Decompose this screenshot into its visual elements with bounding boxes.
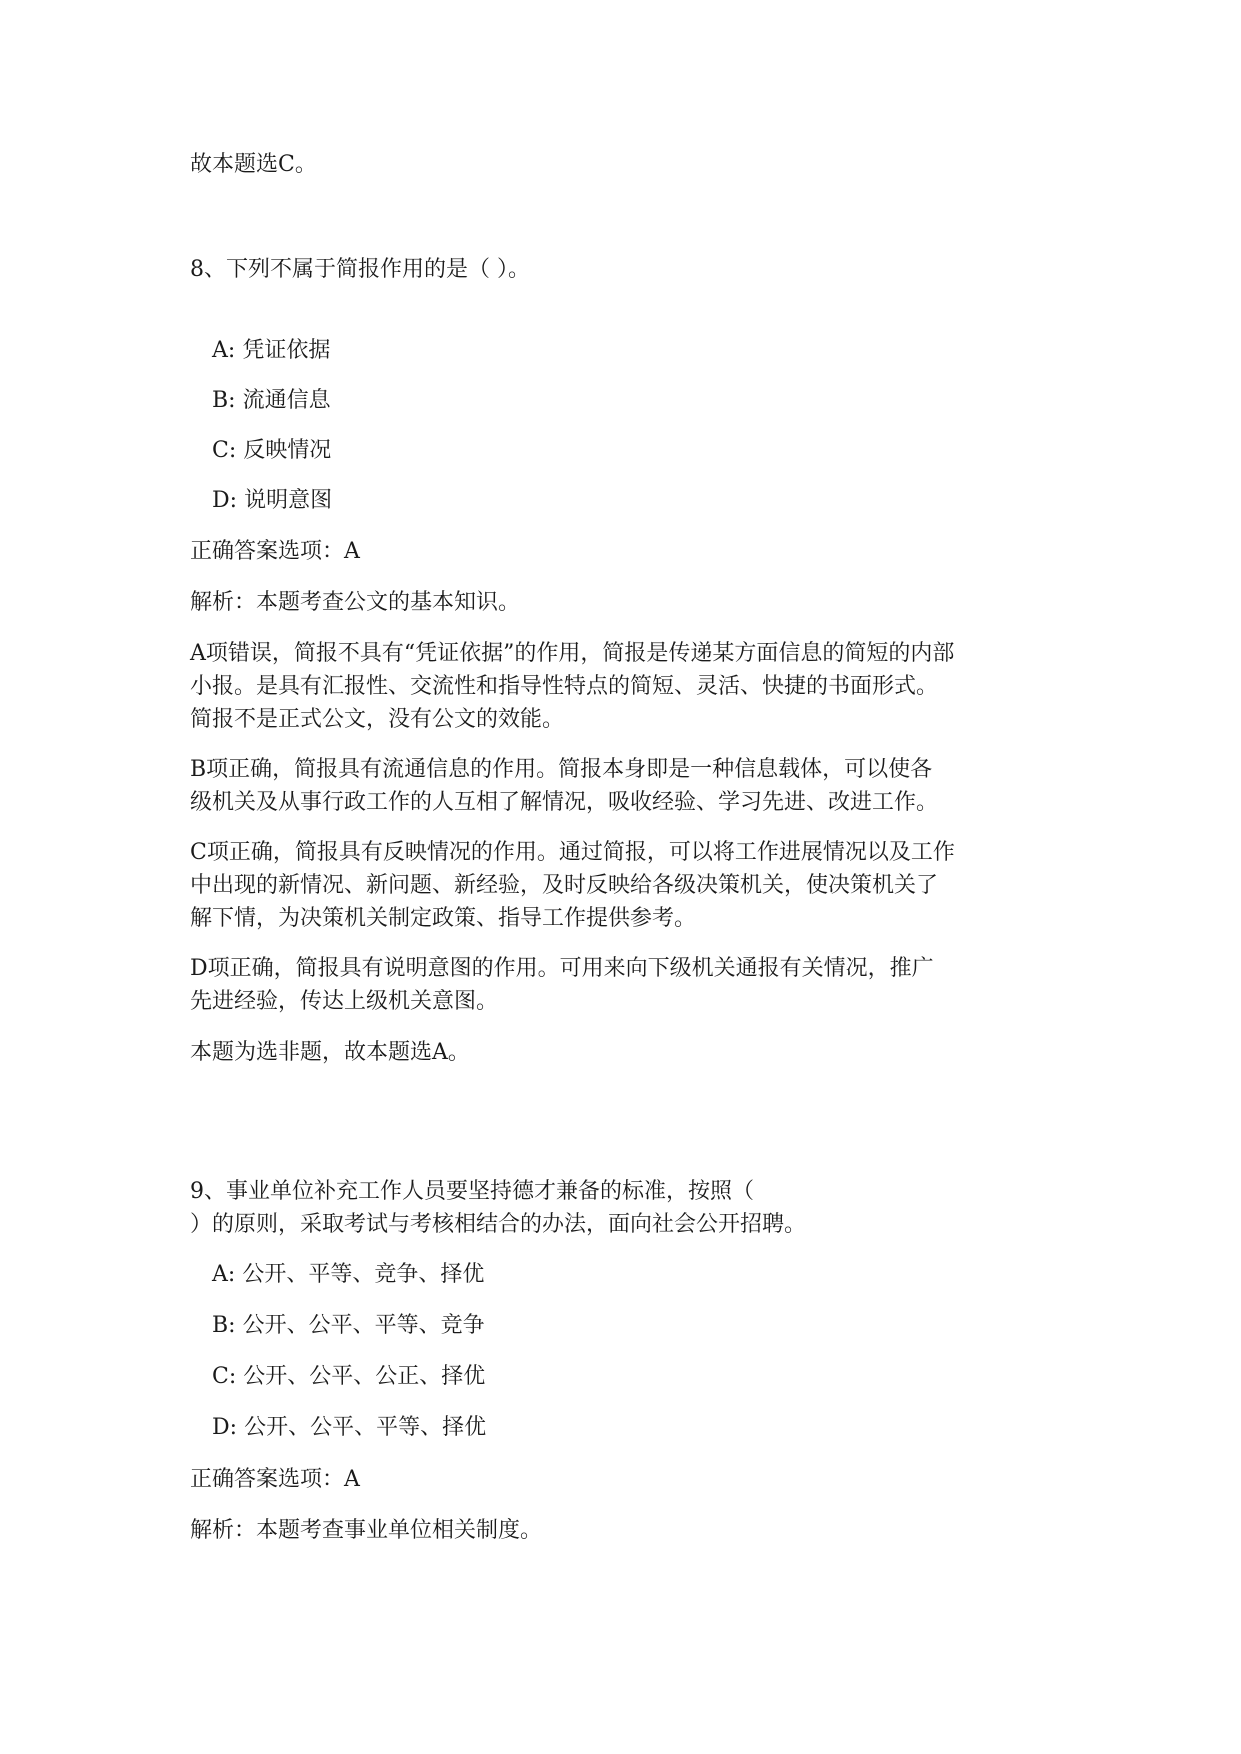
option-letter: A: bbox=[212, 338, 236, 363]
explanation-line: B项正确，简报具有流通信息的作用。简报本身即是一种信息载体，可以使各 bbox=[190, 757, 933, 782]
explanation-b bbox=[190, 753, 1060, 819]
option-letter: B: bbox=[212, 388, 236, 413]
explanation-c bbox=[190, 836, 1060, 935]
option-text: 反映情况 bbox=[243, 438, 332, 463]
option-text: 公开、公平、平等、竞争 bbox=[242, 1313, 485, 1338]
explanation-a bbox=[190, 637, 1060, 736]
option-letter: D: bbox=[212, 1415, 238, 1440]
explanation-line: 中出现的新情况、新问题、新经验，及时反映给各级决策机关，使决策机关了 bbox=[190, 873, 939, 898]
option-letter: A: bbox=[212, 1262, 236, 1287]
answer-label: 正确答案选项： bbox=[190, 539, 345, 564]
explanation-line: 解下情，为决策机关制定政策、指导工作提供参考。 bbox=[190, 906, 697, 931]
question-8-option-a bbox=[212, 334, 330, 367]
question-9-option-a bbox=[212, 1258, 484, 1291]
explanation-line: 简报不是正式公文，没有公文的效能。 bbox=[190, 707, 565, 732]
question-8-analysis: 解析：本题考查公文的基本知识。 bbox=[190, 590, 521, 615]
question-9-answer bbox=[190, 1463, 360, 1496]
question-8-stem: 8、下列不属于简报作用的是（ ）。 bbox=[190, 257, 530, 282]
explanation-line: A项错误，简报不具有“凭证依据”的作用，简报是传递某方面信息的简短的内部 bbox=[190, 641, 955, 666]
explanation-line: 先进经验，传达上级机关意图。 bbox=[190, 989, 499, 1014]
option-text: 凭证依据 bbox=[242, 338, 331, 363]
question-9-stem bbox=[190, 1175, 1060, 1241]
question-9-option-c bbox=[212, 1360, 485, 1393]
question-8-option-d bbox=[212, 484, 332, 517]
previous-conclusion: 故本题选C。 bbox=[190, 152, 317, 177]
question-8-answer bbox=[190, 535, 360, 568]
stem-line: 9、事业单位补充工作人员要坚持德才兼备的标准，按照（ bbox=[190, 1179, 754, 1204]
question-8-option-b bbox=[212, 384, 331, 417]
question-8-conclusion: 本题为选非题，故本题选A。 bbox=[190, 1040, 470, 1065]
question-8-option-c bbox=[212, 434, 331, 467]
option-letter: C: bbox=[212, 438, 237, 463]
option-text: 流通信息 bbox=[242, 388, 331, 413]
option-letter: C: bbox=[212, 1364, 237, 1389]
explanation-line: D项正确，简报具有说明意图的作用。可用来向下级机关通报有关情况，推广 bbox=[190, 956, 934, 981]
explanation-line: C项正确，简报具有反映情况的作用。通过简报，可以将工作进展情况以及工作 bbox=[190, 840, 955, 865]
option-text: 说明意图 bbox=[244, 488, 333, 513]
explanation-d bbox=[190, 952, 1060, 1018]
answer-value: A bbox=[344, 1467, 360, 1492]
explanation-line: 小报。是具有汇报性、交流性和指导性特点的简短、灵活、快捷的书面形式。 bbox=[190, 674, 939, 699]
question-9-option-b bbox=[212, 1309, 485, 1342]
answer-label: 正确答案选项： bbox=[190, 1467, 345, 1492]
option-letter: D: bbox=[212, 488, 238, 513]
explanation-line: 级机关及从事行政工作的人互相了解情况，吸收经验、学习先进、改进工作。 bbox=[190, 790, 939, 815]
question-9-option-d bbox=[212, 1411, 486, 1444]
answer-value: A bbox=[344, 539, 360, 564]
option-text: 公开、公平、公正、择优 bbox=[243, 1364, 486, 1389]
option-text: 公开、公平、平等、择优 bbox=[244, 1415, 487, 1440]
stem-line: ）的原则，采取考试与考核相结合的办法，面向社会公开招聘。 bbox=[190, 1212, 807, 1237]
question-9-analysis: 解析：本题考查事业单位相关制度。 bbox=[190, 1518, 543, 1543]
option-text: 公开、平等、竞争、择优 bbox=[242, 1262, 485, 1287]
option-letter: B: bbox=[212, 1313, 236, 1338]
